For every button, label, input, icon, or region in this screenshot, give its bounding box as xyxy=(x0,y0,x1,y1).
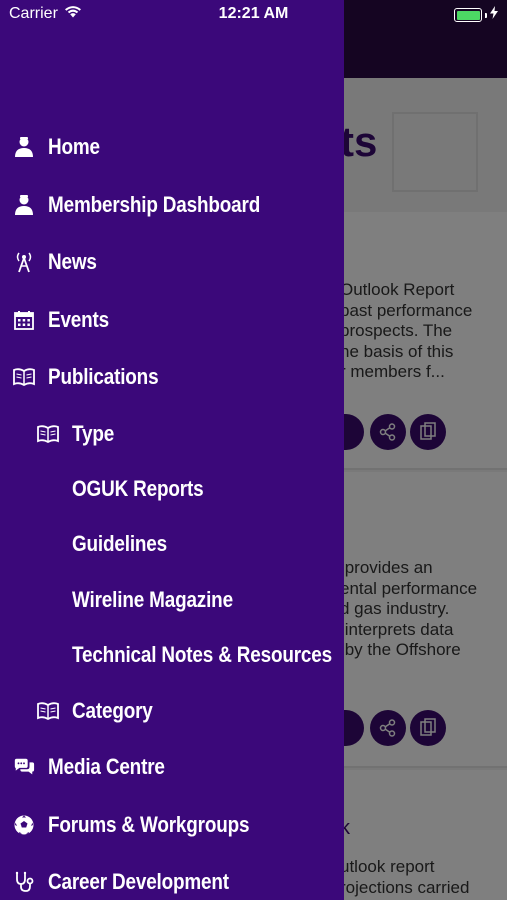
menu-label: Category xyxy=(72,698,153,723)
menu-item-news[interactable] xyxy=(0,240,344,284)
menu-label: Events xyxy=(48,307,110,332)
menu-label: Media Centre xyxy=(48,754,165,779)
book-icon xyxy=(37,423,59,445)
menu-label: Publications xyxy=(48,364,159,389)
battery-indicator xyxy=(454,6,498,24)
calendar-icon xyxy=(13,309,35,331)
menu-label: Wireline Magazine xyxy=(72,587,233,612)
battery-icon xyxy=(454,8,482,22)
menu-item-career-development[interactable] xyxy=(0,860,344,900)
stethoscope-icon xyxy=(13,871,35,893)
menu-item-guidelines[interactable] xyxy=(0,522,344,566)
menu-item-category[interactable] xyxy=(0,689,344,733)
soccer-ball-icon xyxy=(13,814,35,836)
menu-item-events[interactable] xyxy=(0,298,344,342)
person-icon xyxy=(13,194,35,216)
menu-item-home[interactable] xyxy=(0,125,344,169)
menu-label: Type xyxy=(72,421,115,446)
menu-label: News xyxy=(48,249,97,274)
carrier-info xyxy=(9,5,82,23)
menu-item-publications[interactable] xyxy=(0,355,344,399)
clock: 12:21 AM xyxy=(218,5,289,22)
menu-label: Career Development xyxy=(48,869,229,894)
carrier-label: Carrier xyxy=(9,5,58,22)
status-bar xyxy=(0,0,507,28)
menu-item-membership-dashboard[interactable] xyxy=(0,183,344,227)
charging-bolt-icon xyxy=(490,6,498,24)
menu-item-wireline-magazine[interactable] xyxy=(0,578,344,622)
menu-item-type[interactable] xyxy=(0,412,344,456)
menu-label: Membership Dashboard xyxy=(48,192,261,217)
menu-item-media-centre[interactable] xyxy=(0,745,344,789)
wifi-icon xyxy=(64,5,82,23)
chat-bubbles-icon xyxy=(13,756,35,778)
book-icon xyxy=(13,366,35,388)
person-icon xyxy=(13,136,35,158)
menu-item-technical-notes[interactable] xyxy=(0,633,344,677)
menu-item-forums-workgroups[interactable] xyxy=(0,803,344,847)
menu-label: Home xyxy=(48,134,100,159)
menu-label: Forums & Workgroups xyxy=(48,812,250,837)
menu-label: OGUK Reports xyxy=(72,476,204,501)
menu-item-oguk-reports[interactable] xyxy=(0,467,344,511)
antenna-icon xyxy=(13,251,35,273)
menu-label: Technical Notes & Resources xyxy=(72,642,332,667)
menu-label: Guidelines xyxy=(72,531,168,556)
book-icon xyxy=(37,700,59,722)
